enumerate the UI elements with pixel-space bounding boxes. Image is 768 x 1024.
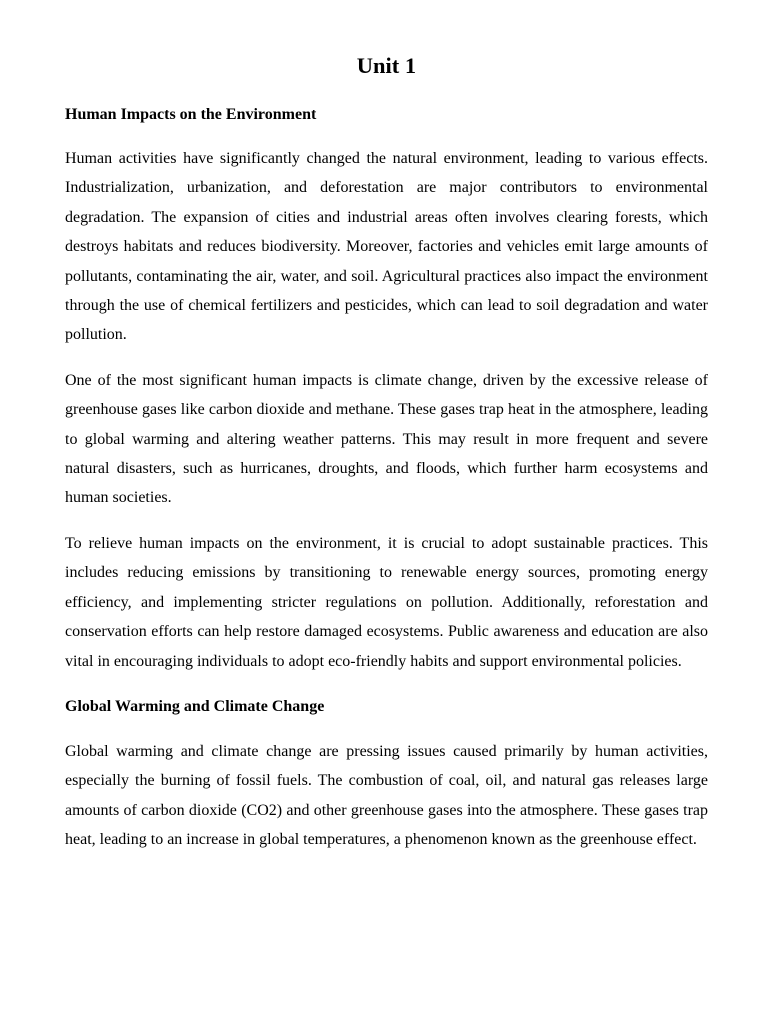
paragraph-greenhouse-effect: Global warming and climate change are pressing issues caused primarily by human activities, especially the burning of fossil fuels. The combustion of coal, oil, and natural gas releases large amounts of carbon dioxide (CO2) and other greenhouse gases into the atmosphere. These gases trap heat, leading to an increase in global temperatures, a phenomenon known as the greenhouse effect. (65, 742, 708, 849)
paragraph-climate-change: One of the most significant human impacts is climate change, driven by the excessive release of greenhouse gases like carbon dioxide and methane. These gases trap heat in the atmosphere, leading to global warming and altering weather patterns. This may result in more frequent and severe natural disasters, such as hurricanes, droughts, and floods, which further harm ecosystems and human societies. (65, 371, 708, 507)
page-title: Unit 1 (356, 53, 417, 78)
section-heading-global-warming: Global Warming and Climate Change (65, 697, 325, 715)
document-page (65, 0, 708, 855)
paragraph-human-activities: Human activities have significantly changed the natural environment, leading to various effects. Industrialization, urbanization, and deforestation are major contributors to environmental degradation. The expansion of cities and industrial areas often involves clearing forests, which destroys habitats and reduces biodiversity. Moreover, factories and vehicles emit large amounts of pollutants, contaminating the air, water, and soil. Agricultural practices also impact the environment through the use of chemical fertilizers and pesticides, which can lead to soil degradation and water pollution. (65, 150, 708, 344)
paragraph-sustainable-practices: To relieve human impacts on the environment, it is crucial to adopt sustainable practices. This includes reducing emissions by transitioning to renewable energy sources, promoting energy efficiency, and implementing stricter regulations on pollution. Additionally, reforestation and conservation efforts can help restore damaged ecosystems. Public awareness and education are also vital in encouraging individuals to adopt eco-friendly habits and support environmental policies. (65, 534, 708, 670)
section-heading-human-impacts: Human Impacts on the Environment (65, 106, 317, 123)
